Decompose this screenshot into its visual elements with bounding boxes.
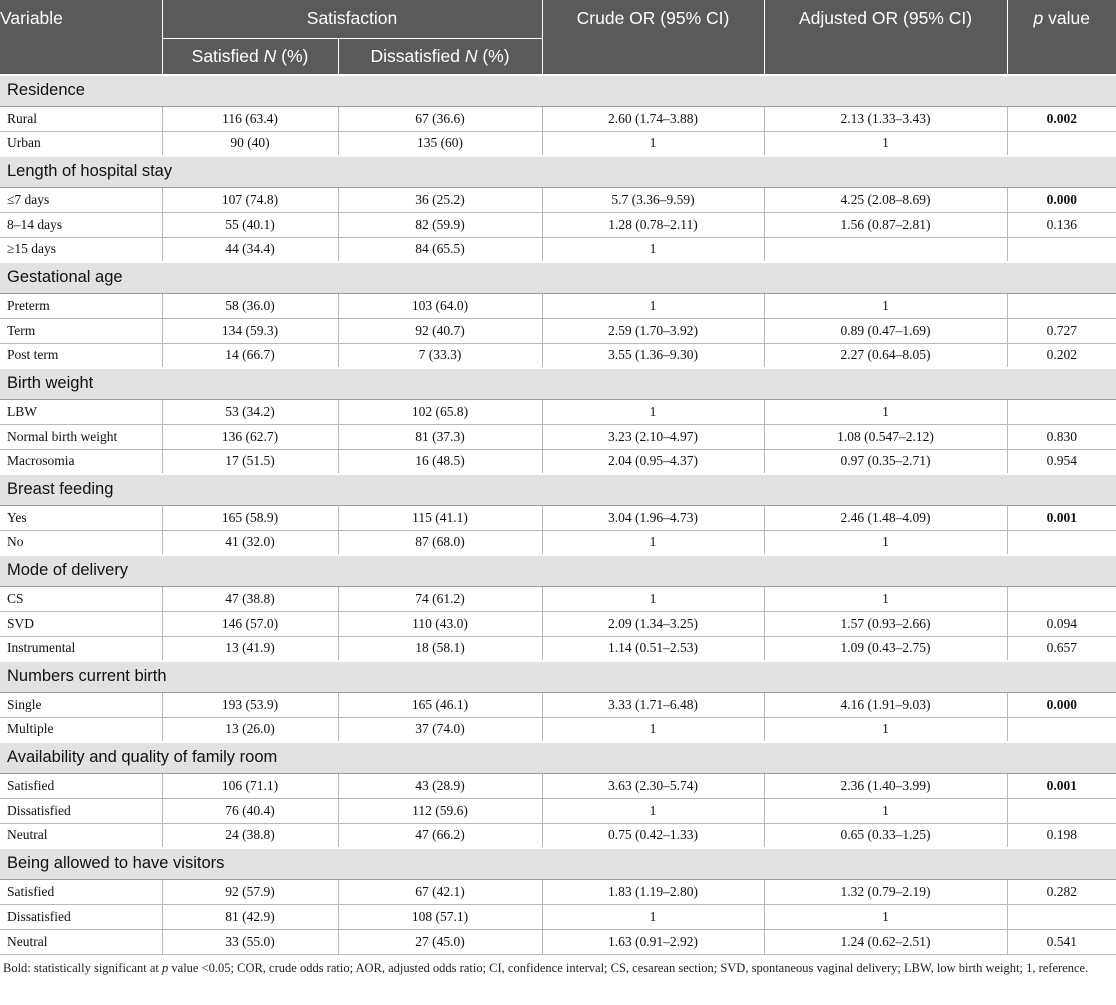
row-label: Satisfied — [0, 773, 162, 798]
p-value-cell: 0.282 — [1007, 879, 1116, 904]
adjusted-or-cell: 1 — [764, 798, 1007, 823]
satisfied-cell: 13 (41.9) — [162, 636, 338, 661]
table-row — [0, 904, 1116, 929]
row-label: Dissatisfied — [0, 798, 162, 823]
adjusted-or-cell: 4.16 (1.91–9.03) — [764, 692, 1007, 717]
satisfied-cell: 33 (55.0) — [162, 929, 338, 954]
dissatisfied-cell: 67 (36.6) — [338, 106, 542, 131]
dissatisfied-cell: 84 (65.5) — [338, 237, 542, 262]
p-value-cell — [1007, 293, 1116, 318]
p-value-cell: 0.198 — [1007, 823, 1116, 848]
p-value-cell — [1007, 904, 1116, 929]
crude-or-cell: 3.33 (1.71–6.48) — [542, 692, 764, 717]
dissatisfied-cell: 87 (68.0) — [338, 530, 542, 555]
crude-or-cell: 1 — [542, 717, 764, 742]
row-label: LBW — [0, 399, 162, 424]
adjusted-or-cell: 1 — [764, 904, 1007, 929]
dissatisfied-cell: 18 (58.1) — [338, 636, 542, 661]
row-label: ≥15 days — [0, 237, 162, 262]
adjusted-or-cell: 1.24 (0.62–2.51) — [764, 929, 1007, 954]
row-label: Neutral — [0, 929, 162, 954]
satisfied-cell: 146 (57.0) — [162, 611, 338, 636]
adjusted-or-cell: 2.46 (1.48–4.09) — [764, 505, 1007, 530]
table-row — [0, 424, 1116, 449]
crude-or-cell: 2.59 (1.70–3.92) — [542, 318, 764, 343]
header-p-suffix: value — [1043, 8, 1090, 28]
table-row — [0, 187, 1116, 212]
section-header-row — [0, 848, 1116, 879]
section-title: Mode of delivery — [0, 555, 1116, 586]
dissatisfied-cell: 47 (66.2) — [338, 823, 542, 848]
row-label: Multiple — [0, 717, 162, 742]
section-header-row — [0, 368, 1116, 399]
crude-or-cell: 2.04 (0.95–4.37) — [542, 449, 764, 474]
dissatisfied-cell: 27 (45.0) — [338, 929, 542, 954]
table-row — [0, 131, 1116, 156]
row-label: Urban — [0, 131, 162, 156]
section-title: Availability and quality of family room — [0, 742, 1116, 773]
section-title: Gestational age — [0, 262, 1116, 293]
header-adjusted-or: Adjusted OR (95% CI) — [764, 0, 1007, 75]
header-satisfied-pct: (%) — [276, 45, 309, 66]
satisfied-cell: 13 (26.0) — [162, 717, 338, 742]
header-variable: Variable — [0, 0, 162, 75]
dissatisfied-cell: 165 (46.1) — [338, 692, 542, 717]
dissatisfied-cell: 67 (42.1) — [338, 879, 542, 904]
header-p-italic: p — [1033, 8, 1044, 28]
row-label: Instrumental — [0, 636, 162, 661]
dissatisfied-cell: 103 (64.0) — [338, 293, 542, 318]
row-label: Neutral — [0, 823, 162, 848]
row-label: Rural — [0, 106, 162, 131]
crude-or-cell: 1 — [542, 798, 764, 823]
table-row — [0, 530, 1116, 555]
crude-or-cell: 5.7 (3.36–9.59) — [542, 187, 764, 212]
crude-or-cell: 3.04 (1.96–4.73) — [542, 505, 764, 530]
satisfied-cell: 55 (40.1) — [162, 212, 338, 237]
row-label: Macrosomia — [0, 449, 162, 474]
table-row — [0, 343, 1116, 368]
p-value-cell: 0.657 — [1007, 636, 1116, 661]
adjusted-or-cell: 1 — [764, 530, 1007, 555]
dissatisfied-cell: 112 (59.6) — [338, 798, 542, 823]
dissatisfied-cell: 135 (60) — [338, 131, 542, 156]
dissatisfied-cell: 92 (40.7) — [338, 318, 542, 343]
adjusted-or-cell: 1.08 (0.547–2.12) — [764, 424, 1007, 449]
crude-or-cell: 0.75 (0.42–1.33) — [542, 823, 764, 848]
p-value-cell: 0.094 — [1007, 611, 1116, 636]
adjusted-or-cell: 2.36 (1.40–3.99) — [764, 773, 1007, 798]
satisfied-cell: 47 (38.8) — [162, 586, 338, 611]
table-row — [0, 399, 1116, 424]
p-value-cell — [1007, 131, 1116, 156]
table-row — [0, 505, 1116, 530]
section-header-row — [0, 661, 1116, 692]
section-title: Numbers current birth — [0, 661, 1116, 692]
dissatisfied-cell: 82 (59.9) — [338, 212, 542, 237]
row-label: 8–14 days — [0, 212, 162, 237]
p-value-cell: 0.727 — [1007, 318, 1116, 343]
p-value-cell: 0.830 — [1007, 424, 1116, 449]
adjusted-or-cell: 4.25 (2.08–8.69) — [764, 187, 1007, 212]
crude-or-cell: 1.28 (0.78–2.11) — [542, 212, 764, 237]
dissatisfied-cell: 7 (33.3) — [338, 343, 542, 368]
header-satisfied-text: Satisfied — [191, 45, 264, 66]
row-label: Preterm — [0, 293, 162, 318]
header-row-1 — [0, 0, 1116, 38]
adjusted-or-cell: 1 — [764, 717, 1007, 742]
section-header-row — [0, 156, 1116, 187]
satisfied-cell: 44 (34.4) — [162, 237, 338, 262]
p-value-cell: 0.001 — [1007, 773, 1116, 798]
table-row — [0, 611, 1116, 636]
crude-or-cell: 1 — [542, 237, 764, 262]
row-label: Satisfied — [0, 879, 162, 904]
crude-or-cell: 1.63 (0.91–2.92) — [542, 929, 764, 954]
satisfied-cell: 53 (34.2) — [162, 399, 338, 424]
dissatisfied-cell: 110 (43.0) — [338, 611, 542, 636]
table-row — [0, 692, 1116, 717]
crude-or-cell: 3.55 (1.36–9.30) — [542, 343, 764, 368]
row-label: Normal birth weight — [0, 424, 162, 449]
dissatisfied-cell: 108 (57.1) — [338, 904, 542, 929]
p-value-cell — [1007, 530, 1116, 555]
header-p-value — [1007, 0, 1116, 75]
adjusted-or-cell: 1.57 (0.93–2.66) — [764, 611, 1007, 636]
section-title: Birth weight — [0, 368, 1116, 399]
table-row — [0, 318, 1116, 343]
satisfied-cell: 92 (57.9) — [162, 879, 338, 904]
dissatisfied-cell: 102 (65.8) — [338, 399, 542, 424]
section-header-row — [0, 742, 1116, 773]
adjusted-or-cell — [764, 237, 1007, 262]
satisfied-cell: 136 (62.7) — [162, 424, 338, 449]
table-row — [0, 449, 1116, 474]
header-dissatisfied — [338, 38, 542, 75]
satisfied-cell: 193 (53.9) — [162, 692, 338, 717]
satisfied-cell: 134 (59.3) — [162, 318, 338, 343]
adjusted-or-cell: 1 — [764, 586, 1007, 611]
satisfied-cell: 24 (38.8) — [162, 823, 338, 848]
satisfied-cell: 14 (66.7) — [162, 343, 338, 368]
satisfied-cell: 106 (71.1) — [162, 773, 338, 798]
row-label: Post term — [0, 343, 162, 368]
satisfied-cell: 116 (63.4) — [162, 106, 338, 131]
satisfied-cell: 41 (32.0) — [162, 530, 338, 555]
p-value-cell — [1007, 237, 1116, 262]
crude-or-cell: 1 — [542, 586, 764, 611]
table-row — [0, 773, 1116, 798]
adjusted-or-cell: 2.13 (1.33–3.43) — [764, 106, 1007, 131]
row-label: SVD — [0, 611, 162, 636]
crude-or-cell: 1 — [542, 131, 764, 156]
p-value-cell: 0.001 — [1007, 505, 1116, 530]
section-title: Being allowed to have visitors — [0, 848, 1116, 879]
footnote-post: value <0.05; COR, crude odds ratio; AOR, adjusted odds ratio; CI, confidence interval; CS, cesarean section; SVD, spontaneous vaginal delivery; LBW, low birth weight; 1, reference. — [168, 960, 1089, 975]
adjusted-or-cell: 1.09 (0.43–2.75) — [764, 636, 1007, 661]
dissatisfied-cell: 16 (48.5) — [338, 449, 542, 474]
dissatisfied-cell: 43 (28.9) — [338, 773, 542, 798]
p-value-cell — [1007, 717, 1116, 742]
header-satisfaction: Satisfaction — [162, 0, 542, 38]
footnote — [0, 955, 1116, 977]
p-value-cell: 0.000 — [1007, 692, 1116, 717]
adjusted-or-cell: 1 — [764, 293, 1007, 318]
row-label: Term — [0, 318, 162, 343]
header-dissatisfied-pct: (%) — [477, 45, 510, 66]
table-row — [0, 823, 1116, 848]
row-label: No — [0, 530, 162, 555]
header-dissatisfied-n: N — [464, 45, 478, 66]
table-body — [0, 75, 1116, 954]
header-crude-or: Crude OR (95% CI) — [542, 0, 764, 75]
crude-or-cell: 1 — [542, 904, 764, 929]
crude-or-cell: 3.23 (2.10–4.97) — [542, 424, 764, 449]
satisfied-cell: 81 (42.9) — [162, 904, 338, 929]
table-row — [0, 106, 1116, 131]
adjusted-or-cell: 0.89 (0.47–1.69) — [764, 318, 1007, 343]
crude-or-cell: 1 — [542, 399, 764, 424]
satisfied-cell: 90 (40) — [162, 131, 338, 156]
row-label: Dissatisfied — [0, 904, 162, 929]
section-header-row — [0, 75, 1116, 106]
section-header-row — [0, 262, 1116, 293]
adjusted-or-cell: 0.65 (0.33–1.25) — [764, 823, 1007, 848]
footnote-p: p — [162, 960, 169, 975]
section-header-row — [0, 555, 1116, 586]
p-value-cell: 0.541 — [1007, 929, 1116, 954]
crude-or-cell: 2.60 (1.74–3.88) — [542, 106, 764, 131]
crude-or-cell: 1.83 (1.19–2.80) — [542, 879, 764, 904]
table-row — [0, 212, 1116, 237]
table-row — [0, 636, 1116, 661]
row-label: Single — [0, 692, 162, 717]
adjusted-or-cell: 2.27 (0.64–8.05) — [764, 343, 1007, 368]
section-title: Length of hospital stay — [0, 156, 1116, 187]
dissatisfied-cell: 81 (37.3) — [338, 424, 542, 449]
section-title: Residence — [0, 75, 1116, 106]
table-row — [0, 717, 1116, 742]
table-row — [0, 586, 1116, 611]
row-label: ≤7 days — [0, 187, 162, 212]
header-satisfied-n: N — [263, 45, 277, 66]
crude-or-cell: 2.09 (1.34–3.25) — [542, 611, 764, 636]
row-label: Yes — [0, 505, 162, 530]
header-satisfied — [162, 38, 338, 75]
header-dissatisfied-text: Dissatisfied — [370, 45, 465, 66]
adjusted-or-cell: 1 — [764, 131, 1007, 156]
section-header-row — [0, 474, 1116, 505]
footnote-pre: Bold: statistically significant at — [3, 960, 163, 975]
p-value-cell — [1007, 399, 1116, 424]
satisfied-cell: 107 (74.8) — [162, 187, 338, 212]
table-row — [0, 798, 1116, 823]
satisfied-cell: 17 (51.5) — [162, 449, 338, 474]
section-title: Breast feeding — [0, 474, 1116, 505]
crude-or-cell: 3.63 (2.30–5.74) — [542, 773, 764, 798]
satisfied-cell: 165 (58.9) — [162, 505, 338, 530]
p-value-cell — [1007, 798, 1116, 823]
table-row — [0, 237, 1116, 262]
table-row — [0, 929, 1116, 954]
adjusted-or-cell: 1.32 (0.79–2.19) — [764, 879, 1007, 904]
table-row — [0, 879, 1116, 904]
p-value-cell: 0.002 — [1007, 106, 1116, 131]
p-value-cell — [1007, 586, 1116, 611]
p-value-cell: 0.954 — [1007, 449, 1116, 474]
p-value-cell: 0.000 — [1007, 187, 1116, 212]
dissatisfied-cell: 74 (61.2) — [338, 586, 542, 611]
adjusted-or-cell: 0.97 (0.35–2.71) — [764, 449, 1007, 474]
crude-or-cell: 1 — [542, 530, 764, 555]
satisfied-cell: 76 (40.4) — [162, 798, 338, 823]
satisfied-cell: 58 (36.0) — [162, 293, 338, 318]
row-label: CS — [0, 586, 162, 611]
p-value-cell: 0.136 — [1007, 212, 1116, 237]
dissatisfied-cell: 37 (74.0) — [338, 717, 542, 742]
adjusted-or-cell: 1 — [764, 399, 1007, 424]
p-value-cell: 0.202 — [1007, 343, 1116, 368]
crude-or-cell: 1 — [542, 293, 764, 318]
dissatisfied-cell: 115 (41.1) — [338, 505, 542, 530]
adjusted-or-cell: 1.56 (0.87–2.81) — [764, 212, 1007, 237]
crude-or-cell: 1.14 (0.51–2.53) — [542, 636, 764, 661]
dissatisfied-cell: 36 (25.2) — [338, 187, 542, 212]
table-row — [0, 293, 1116, 318]
